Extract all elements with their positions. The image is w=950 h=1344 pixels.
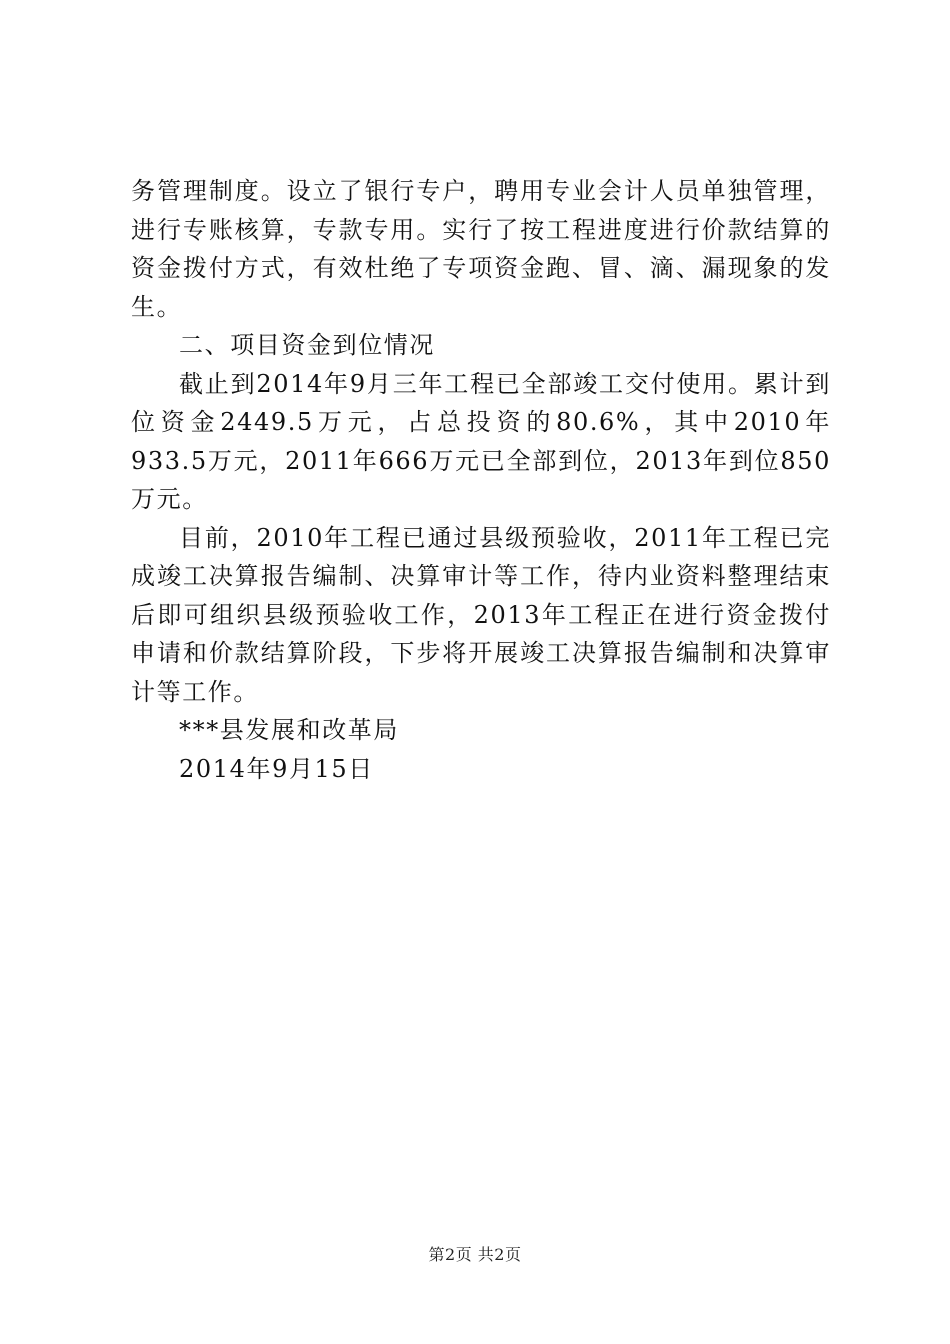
section-heading-funds-status: 二、项目资金到位情况 xyxy=(179,331,435,359)
paragraph-current-progress: 目前，2010年工程已通过县级预验收，2011年工程已完成竣工决算报告编制、决算审计等工作，待内业资料整理结束后即可组织县级预验收工作，2013年工程正在进行资金拨付申请和价款结算阶段，下步将开展竣工决算报告编制和决算审计等工作。 xyxy=(131,523,831,706)
paragraph-financial-management: 务管理制度。设立了银行专户，聘用专业会计人员单独管理，进行专账核算，专款专用。实行了按工程进度进行价款结算的资金拨付方式，有效杜绝了专项资金跑、冒、滴、漏现象的发生。 xyxy=(131,177,831,321)
signature-organization: ***县发展和改革局 xyxy=(179,716,399,744)
page-number-indicator: 第2页 共2页 xyxy=(428,1245,522,1264)
paragraph-funds-in-place: 截止到2014年9月三年工程已全部竣工交付使用。累计到位资金2449.5万元，占总投资的80.6%，其中2010年933.5万元，2011年666万元已全部到位，2013年到位850万元。 xyxy=(131,369,831,513)
document-body xyxy=(131,172,831,788)
page-footer xyxy=(0,1242,950,1265)
signature-date: 2014年9月15日 xyxy=(179,754,374,783)
